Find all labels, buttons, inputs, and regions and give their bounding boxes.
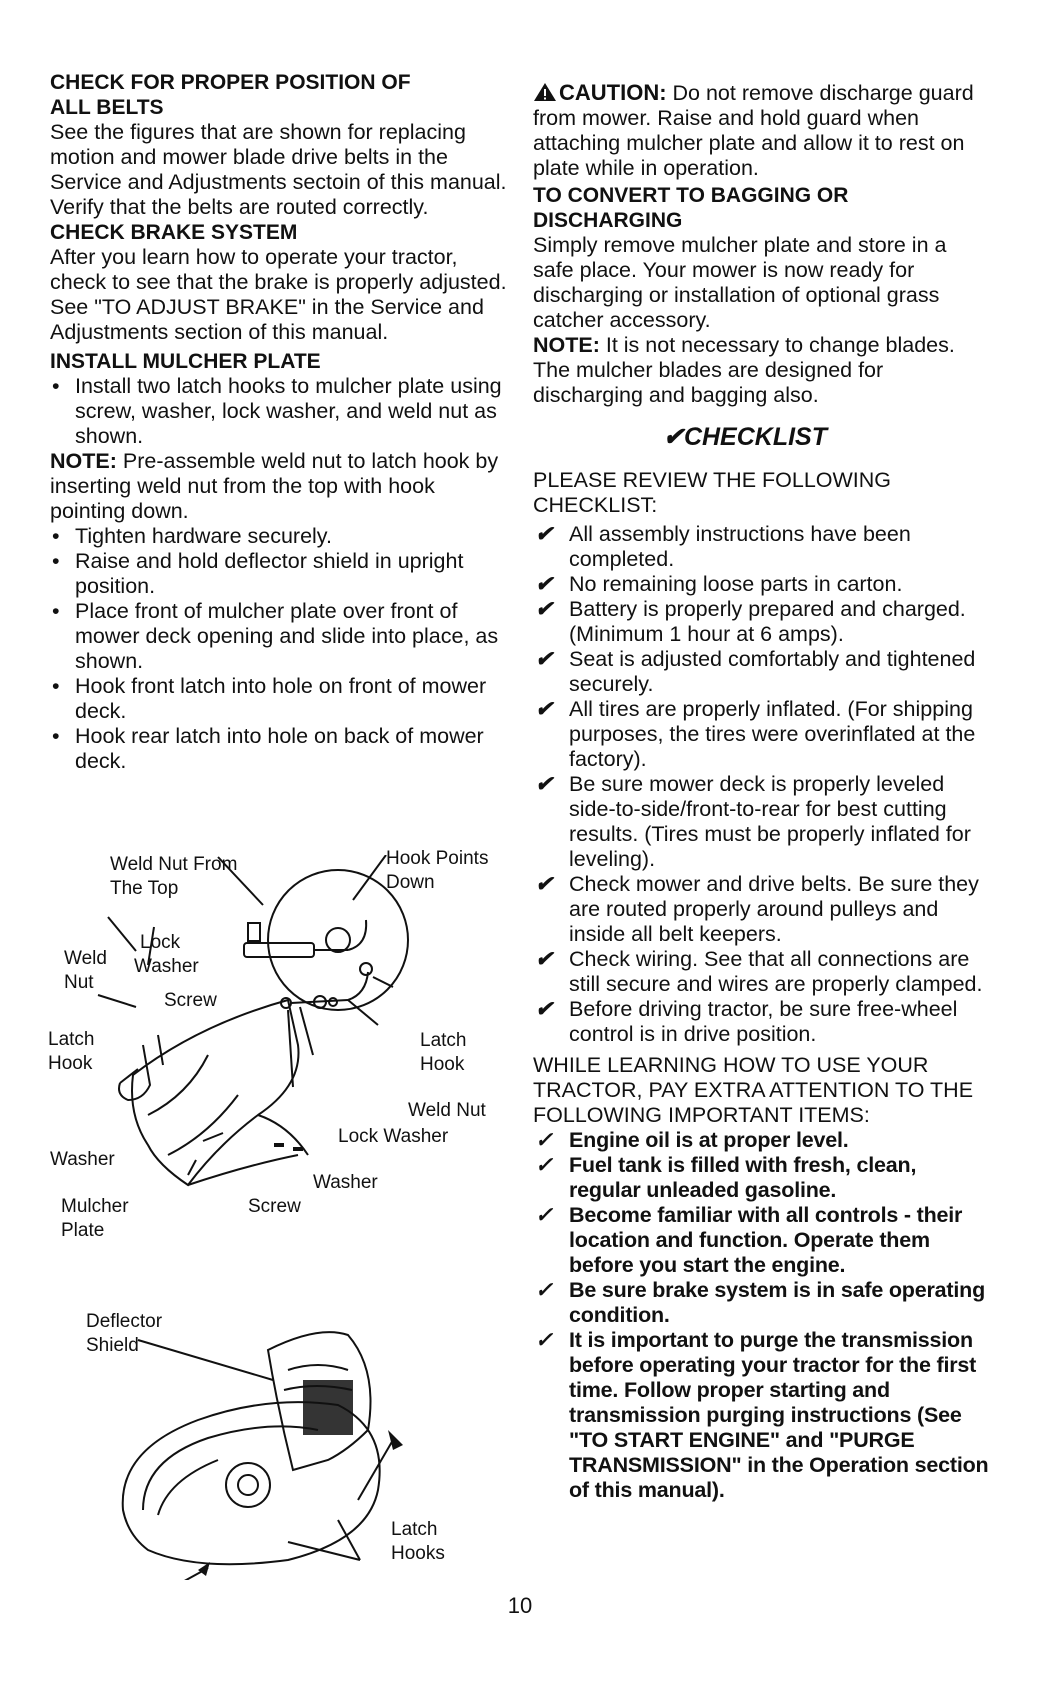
check-icon: ✓ xyxy=(535,1128,553,1152)
heading-install-mulcher: INSTALL MULCHER PLATE xyxy=(50,350,321,373)
label-lock: Lock xyxy=(140,932,181,953)
list-item: • Tighten hardware securely. xyxy=(50,524,510,549)
check-icon: ✓ xyxy=(535,1278,553,1302)
convert-paragraph: Simply remove mulcher plate and store in a safe place. Your mower is now ready for discharging or installation of optional grass catcher accessory. xyxy=(533,233,947,332)
mower-deck-figure xyxy=(48,1310,508,1580)
label-latch-right: Latch xyxy=(420,1030,467,1051)
label-weld-nut-right: Weld Nut xyxy=(408,1100,486,1121)
checkmark-icon: ✔ xyxy=(662,423,684,451)
warning-triangle-icon xyxy=(533,82,557,102)
list-item: • Hook front latch into hole on front of mower deck. xyxy=(50,674,510,724)
label-weld-nut-from: Weld Nut From xyxy=(110,854,238,875)
blades-note: NOTE: It is not necessary to change blades. The mulcher blades are designed for discharging and bagging also. xyxy=(533,333,955,407)
list-item: ✔ Be sure mower deck is properly leveled side-to-side/front-to-rear for best cutting results. (Tires must be properly inflated for leveling). xyxy=(535,772,971,871)
checkmark-icon: ✔ xyxy=(535,597,554,621)
list-item: • Hook rear latch into hole on back of mower deck. xyxy=(50,724,510,774)
label-washer-mid: Washer xyxy=(313,1172,378,1193)
list-item: ✔ All tires are properly inflated. (For shipping purposes, the tires were overinflated at the factory). xyxy=(535,697,976,771)
left-column xyxy=(50,70,510,774)
list-item: ✓ Be sure brake system is in safe operating condition. xyxy=(535,1278,986,1327)
list-item: ✓ Engine oil is at proper level. xyxy=(535,1128,849,1152)
label-down: Down xyxy=(386,872,435,893)
mulcher-bullets-2 xyxy=(50,524,510,774)
label-weld: Weld xyxy=(64,948,107,969)
label-nut: Nut xyxy=(64,972,94,993)
checkmark-icon: ✔ xyxy=(535,572,554,596)
label-washer-left: Washer xyxy=(50,1149,115,1170)
list-item: ✔ Check wiring. See that all connections are still secure and wires are properly clamped. xyxy=(535,947,983,996)
label-washer-top: Washer xyxy=(134,956,199,977)
list-item: • Install two latch hooks to mulcher plate using screw, washer, lock washer, and weld nut as shown. xyxy=(50,374,510,449)
list-item: ✓ It is important to purge the transmission before operating your tractor for the first time. Follow proper starting and transmission purging instructions (See "TO START ENGINE" and "PURGE TRANSMISSION" in the Operation section of this manual). xyxy=(535,1328,989,1502)
check-icon: ✓ xyxy=(535,1153,553,1177)
label-hooks: Hooks xyxy=(391,1543,445,1564)
checkmark-icon: ✔ xyxy=(535,872,554,896)
heading-check-belts: CHECK FOR PROPER POSITION OF ALL BELTS xyxy=(50,71,411,119)
list-item: ✔ No remaining loose parts in carton. xyxy=(535,572,903,596)
mulcher-plate-figure xyxy=(48,848,508,1255)
checkmark-icon: ✔ xyxy=(535,647,554,671)
list-item: ✔ Seat is adjusted comfortably and tightened securely. xyxy=(535,647,976,696)
checkmark-icon: ✔ xyxy=(535,997,554,1021)
right-column xyxy=(533,80,993,1503)
list-item: ✔ Battery is properly prepared and charged. (Minimum 1 hour at 6 amps). xyxy=(535,597,966,646)
checkmark-icon: ✔ xyxy=(535,772,554,796)
checkmark-icon: ✔ xyxy=(535,697,554,721)
heading-convert-bagging: TO CONVERT TO BAGGING OR DISCHARGING xyxy=(533,184,849,232)
page-number: 10 xyxy=(507,1593,533,1618)
checklist-intro: PLEASE REVIEW THE FOLLOWING CHECKLIST: xyxy=(533,468,892,517)
list-item: ✔ Check mower and drive belts. Be sure they are routed properly around pulleys and inside all belt keepers. xyxy=(535,872,979,946)
brake-paragraph: After you learn how to operate your tractor, check to see that the brake is properly adjusted. See "TO ADJUST BRAKE" in the Service and Adjustments section of this manual. xyxy=(50,245,507,344)
heading-check-brake: CHECK BRAKE SYSTEM xyxy=(50,221,298,244)
check-icon: ✓ xyxy=(535,1203,553,1227)
label-hook-left: Hook xyxy=(48,1053,93,1074)
checklist xyxy=(533,522,993,1047)
list-item: ✓ Fuel tank is filled with fresh, clean, regular unleaded gasoline. xyxy=(535,1153,917,1202)
checkmark-icon: ✔ xyxy=(535,947,554,971)
while-learning-paragraph: WHILE LEARNING HOW TO USE YOUR TRACTOR, PAY EXTRA ATTENTION TO THE FOLLOWING IMPORTANT ITEMS: xyxy=(533,1053,974,1127)
label-the-top: The Top xyxy=(110,878,179,899)
list-item: ✔ Before driving tractor, be sure free-wheel control is in drive position. xyxy=(535,997,958,1046)
label-hook-right: Hook xyxy=(420,1054,465,1075)
belts-paragraph: See the figures that are shown for replacing motion and mower blade drive belts in the Service and Adjustments sectoin of this manual. Verify that the belts are routed correctly. xyxy=(50,120,507,219)
label-deflector: Deflector xyxy=(86,1311,163,1332)
list-item: • Place front of mulcher plate over front of mower deck opening and slide into place, as shown. xyxy=(50,599,510,674)
checklist-title: ✔CHECKLIST xyxy=(662,423,827,451)
label-screw-top: Screw xyxy=(164,990,217,1011)
label-latch: Latch xyxy=(391,1519,438,1540)
label-plate: Plate xyxy=(61,1220,105,1241)
label-lock-washer: Lock Washer xyxy=(338,1126,449,1147)
label-latch-left: Latch xyxy=(48,1029,95,1050)
label-shield: Shield xyxy=(86,1335,139,1356)
mulcher-bullets-1 xyxy=(50,374,510,449)
list-item: ✓ Become familiar with all controls - their location and function. Operate them before you start the engine. xyxy=(535,1203,963,1277)
checkmark-icon: ✔ xyxy=(535,522,554,546)
check-icon: ✓ xyxy=(535,1328,553,1352)
list-item: • Raise and hold deflector shield in upright position. xyxy=(50,549,510,599)
mulcher-note: NOTE: Pre-assemble weld nut to latch hook by inserting weld nut from the top with hook pointing down. xyxy=(50,449,499,523)
list-item: ✔ All assembly instructions have been completed. xyxy=(535,522,911,571)
important-items xyxy=(533,1128,993,1503)
label-screw-bottom: Screw xyxy=(248,1196,301,1217)
label-mulcher: Mulcher xyxy=(61,1196,129,1217)
label-hook-points: Hook Points xyxy=(386,848,489,869)
caution-paragraph: CAUTION: Do not remove discharge guard from mower. Raise and hold guard when attaching mulcher plate and allow it to rest on plate while in operation. xyxy=(533,80,974,180)
